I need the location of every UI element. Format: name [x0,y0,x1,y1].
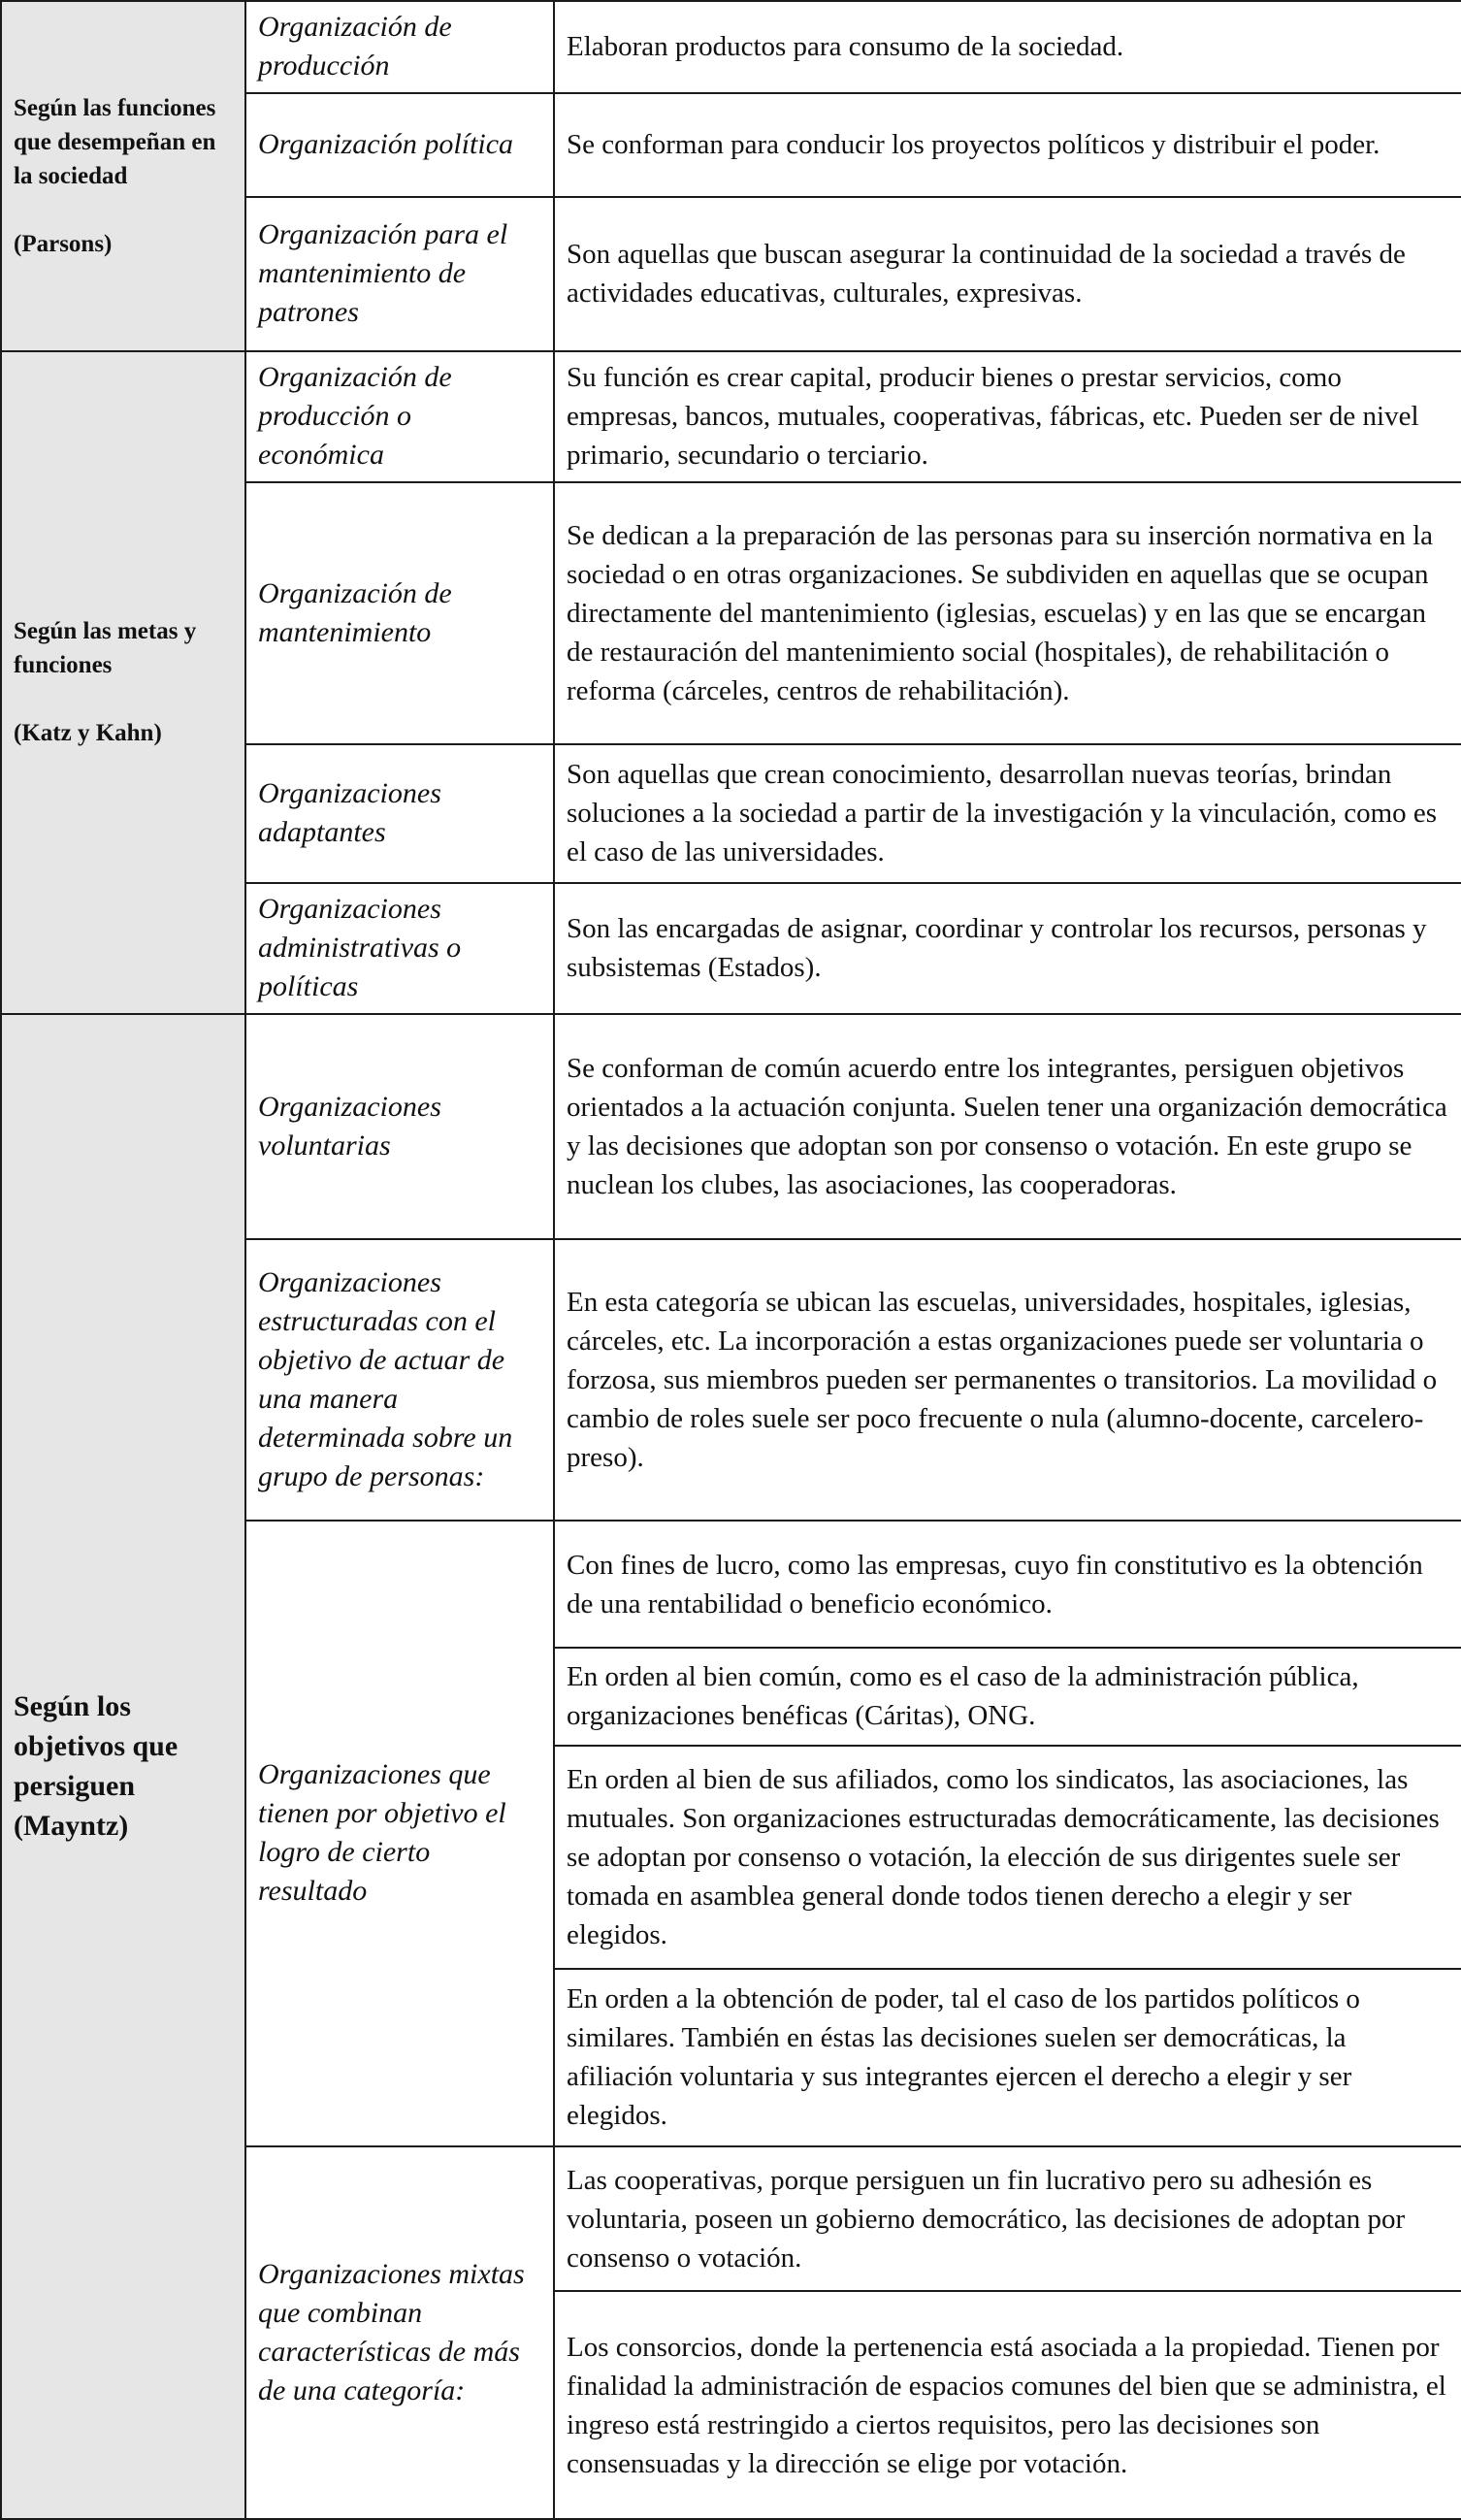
description-cell: Su función es crear capital, producir bienes o prestar servicios, como empresas, bancos, mutuales, cooperativas, fábricas, etc. Pueden ser de nivel primario, secundario o terciario. [554,351,1461,482]
category-cell: Organización política [245,93,554,197]
description-cell: Se dedican a la preparación de las personas para su inserción normativa en la sociedad o en otras organizaciones. Se subdividen en aquellas que se ocupan directamente del mantenimiento (iglesias, escuelas) y en las que se encargan de restauración del mantenimiento social (hospitales), de rehabilitación o reforma (cárceles, centros de rehabilitación). [554,482,1461,744]
category-cell: Organizaciones adaptantes [245,744,554,883]
category-cell: Organizaciones estructuradas con el objetivo de actuar de una manera determinada sobre un grupo de personas: [245,1239,554,1521]
category-cell: Organizaciones que tienen por objetivo el logro de cierto resultado [245,1521,554,2146]
description-cell: Son aquellas que crean conocimiento, desarrollan nuevas teorías, brindan soluciones a la sociedad a partir de la investigación y la vinculación, como es el caso de las universidades. [554,744,1461,883]
category-cell: Organizaciones mixtas que combinan características de más de una categoría: [245,2146,554,2519]
description-cell: Elaboran productos para consumo de la sociedad. [554,1,1461,93]
table-row [1,351,1461,482]
description-cell: Se conforman para conducir los proyectos políticos y distribuir el poder. [554,93,1461,197]
category-cell: Organización de producción [245,1,554,93]
group-cell-parsons [1,1,245,351]
group-label: Según las funciones que desempeñan en la sociedad [14,94,216,189]
description-cell: Con fines de lucro, como las empresas, cuyo fin constitutivo es la obtención de una rentabilidad o beneficio económico. [554,1521,1461,1648]
description-cell: En orden al bien de sus afiliados, como los sindicatos, las asociaciones, las mutuales. Son organizaciones estructuradas democráticamente, las decisiones se adoptan por consenso o votación, la elección de sus dirigentes suele ser tomada en asamblea general donde todos tienen derecho a elegir y ser elegidos. [554,1746,1461,1969]
group-label: Según las metas y funciones [14,618,197,679]
category-cell: Organización para el mantenimiento de patrones [245,197,554,351]
table-row [1,1014,1461,1239]
category-cell: Organizaciones voluntarias [245,1014,554,1239]
description-cell: Se conforman de común acuerdo entre los integrantes, persiguen objetivos orientados a la actuación conjunta. Suelen tener una organización democrática y las decisiones que adoptan son por consenso o votación. En este grupo se nuclean los clubes, las asociaciones, las cooperadoras. [554,1014,1461,1239]
group-label: Según los objetivos que persiguen [14,1690,179,1803]
description-cell: En esta categoría se ubican las escuelas, universidades, hospitales, iglesias, cárceles, etc. La incorporación a estas organizaciones puede ser voluntaria o forzosa, sus miembros pueden ser permanentes o transitorios. La movilidad o cambio de roles suele ser poco frecuente o nula (alumno-docente, carcelero-preso). [554,1239,1461,1521]
category-cell: Organización de mantenimiento [245,482,554,744]
group-author: (Katz y Kahn) [14,720,162,747]
category-cell: Organizaciones administrativas o políticas [245,883,554,1014]
description-cell: En orden al bien común, como es el caso de la administración pública, organizaciones benéficas (Cáritas), ONG. [554,1648,1461,1746]
description-cell: Son aquellas que buscan asegurar la continuidad de la sociedad a través de actividades educativas, culturales, expresivas. [554,197,1461,351]
group-author: (Parsons) [14,230,113,257]
description-cell: Las cooperativas, porque persiguen un fin lucrativo pero su adhesión es voluntaria, poseen un gobierno democrático, las decisiones de adoptan por consenso o votación. [554,2146,1461,2291]
group-cell-mayntz [1,1014,245,2519]
description-cell: Los consorcios, donde la pertenencia está asociada a la propiedad. Tienen por finalidad la administración de espacios comunes del bien que se administra, el ingreso está restringido a ciertos requisitos, pero las decisiones son consensuadas y la dirección se elige por votación. [554,2291,1461,2519]
description-cell: Son las encargadas de asignar, coordinar y controlar los recursos, personas y subsistemas (Estados). [554,883,1461,1014]
table-row [1,1,1461,93]
group-cell-katz-kahn [1,351,245,1014]
category-cell: Organización de producción o económica [245,351,554,482]
group-author: (Mayntz) [14,1810,129,1843]
description-cell: En orden a la obtención de poder, tal el caso de los partidos políticos o similares. También en éstas las decisiones suelen ser democráticas, la afiliación voluntaria y sus integrantes ejercen el derecho a elegir y ser elegidos. [554,1969,1461,2146]
